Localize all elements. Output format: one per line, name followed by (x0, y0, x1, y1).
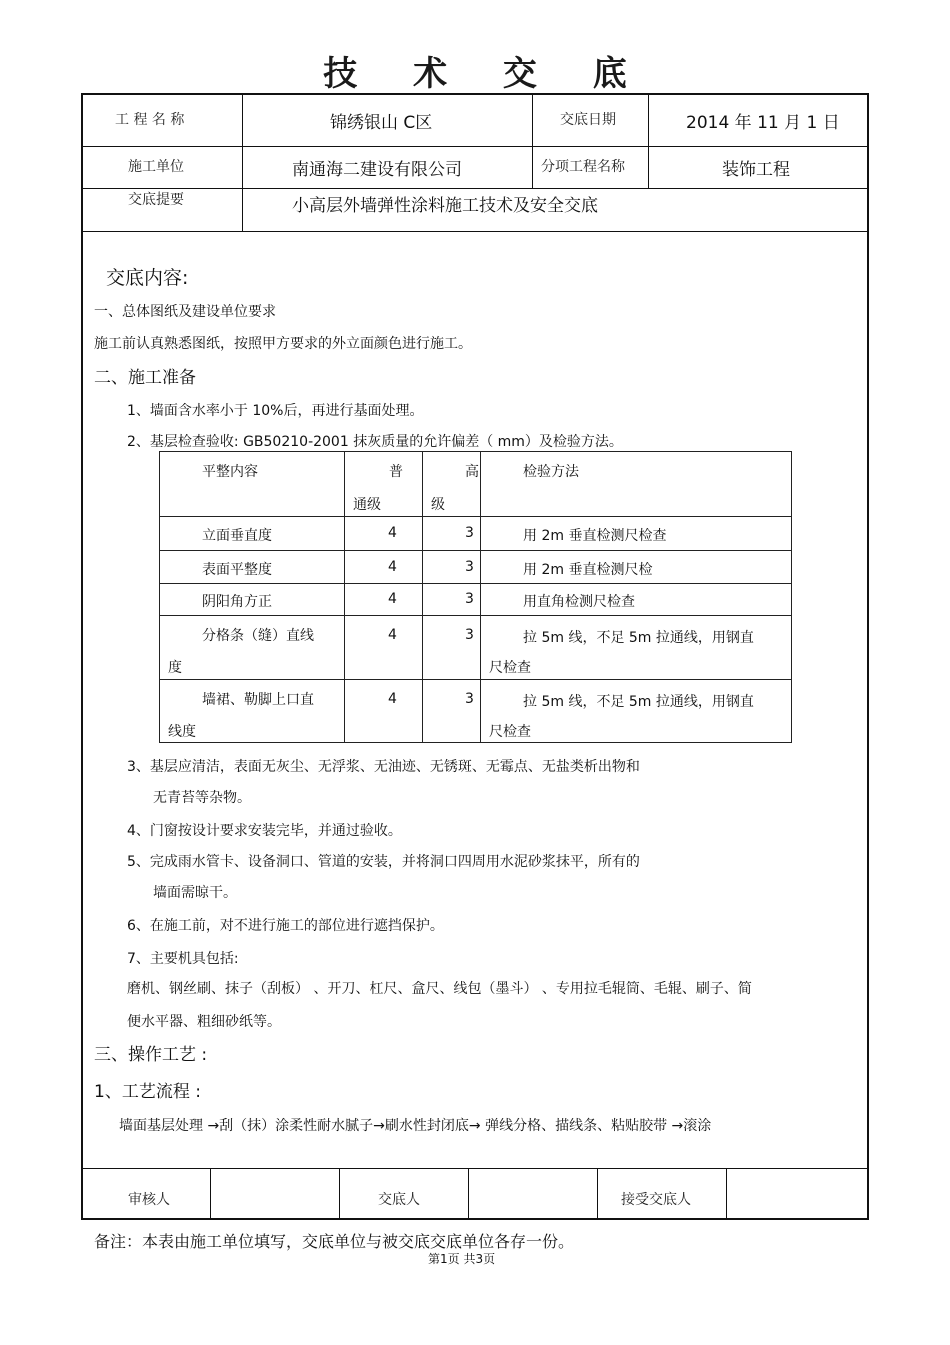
header-row-divider-2 (81, 188, 869, 189)
prep-item-1: 1、墙面含水率小于 10%后，再进行基面处理。 (127, 403, 424, 419)
row-method-continued: 尺检查 (489, 660, 531, 676)
col-high-header-b: 级 (431, 497, 445, 513)
row-normal-value: 4 (388, 591, 397, 607)
row-method: 用直角检测尺检查 (523, 594, 635, 610)
section-1-title: 一、总体图纸及建设单位要求 (94, 304, 276, 320)
prep-item-6: 6、在施工前，对不进行施工的部位进行遮挡保护。 (127, 918, 444, 934)
row-item: 表面平整度 (202, 562, 272, 578)
process-flow: 墙面基层处理 →刮（抹）涂柔性耐水腻子→刷水性封闭底→ 弹线分格、描线条、粘贴胶带 →滚涂 (119, 1118, 712, 1134)
signature-col-divider-2 (339, 1168, 340, 1220)
row-normal-value: 4 (388, 691, 397, 707)
section-1-text: 施工前认真熟悉图纸，按照甲方要求的外立面颜色进行施工。 (94, 336, 472, 352)
row-item-continued: 线度 (168, 724, 196, 740)
header-col-divider-3 (648, 93, 649, 188)
row-method-continued: 尺检查 (489, 724, 531, 740)
prep-item-4: 4、门窗按设计要求安装完毕，并通过验收。 (127, 823, 402, 839)
discloser-label: 交底人 (378, 1192, 420, 1208)
row-method: 用 2m 垂直检测尺检 (523, 562, 653, 578)
row-high-value: 3 (465, 591, 474, 607)
col-high-header-a: 高 (465, 464, 479, 480)
col-content-header: 平整内容 (202, 464, 258, 480)
row-method: 拉 5m 线，不足 5m 拉通线，用钢直 (523, 630, 754, 646)
signature-col-divider-5 (726, 1168, 727, 1220)
prep-item-7: 7、主要机具包括: (127, 951, 239, 967)
section-2-title: 二、施工准备 (94, 368, 196, 388)
subproject-value: 装饰工程 (722, 160, 790, 180)
row-item: 分格条（缝）直线 (202, 628, 314, 644)
prep-item-2: 2、基层检查验收: GB50210-2001 抹灰质量的允许偏差（ mm）及检验方法。 (127, 434, 623, 450)
subproject-label: 分项工程名称 (541, 159, 625, 175)
col-normal-header-b: 通级 (353, 497, 381, 513)
row-method: 拉 5m 线，不足 5m 拉通线，用钢直 (523, 694, 754, 710)
tools-list-continued: 便水平器、粗细砂纸等。 (127, 1014, 281, 1030)
page-indicator: 第1页 共3页 (428, 1252, 496, 1266)
section-3-title: 三、操作工艺 : (94, 1045, 208, 1065)
signature-col-divider-3 (468, 1168, 469, 1220)
signature-row-divider (81, 1168, 869, 1169)
header-row-divider-3 (81, 231, 869, 232)
project-name-value: 锦绣银山 C区 (330, 113, 433, 133)
table-row (160, 551, 792, 584)
prep-item-3: 3、基层应清洁，表面无灰尘、无浮浆、无油迹、无锈斑、无霉点、无盐类析出物和 (127, 759, 640, 775)
header-row-divider-1 (81, 146, 869, 147)
footer-note: 备注：本表由施工单位填写，交底单位与被交底交底单位各存一份。 (94, 1232, 575, 1251)
row-item: 立面垂直度 (202, 528, 272, 544)
row-normal-value: 4 (388, 627, 397, 643)
row-high-value: 3 (465, 525, 474, 541)
col-method-header: 检验方法 (523, 464, 579, 480)
row-high-value: 3 (465, 627, 474, 643)
prep-item-5: 5、完成雨水管卡、设备洞口、管道的安装，并将洞口四周用水泥砂浆抹平，所有的 (127, 854, 640, 870)
date-label: 交底日期 (560, 112, 616, 128)
document-title: 技 术 交 底 (323, 54, 649, 94)
header-col-divider-1 (242, 93, 243, 231)
signature-col-divider-4 (597, 1168, 598, 1220)
content-heading: 交底内容: (106, 267, 189, 289)
summary-label: 交底提要 (128, 192, 184, 208)
row-item: 阴阳角方正 (202, 594, 272, 610)
construction-unit-label: 施工单位 (128, 159, 184, 175)
row-normal-value: 4 (388, 559, 397, 575)
summary-value: 小高层外墙弹性涂料施工技术及安全交底 (292, 196, 598, 216)
row-method: 用 2m 垂直检测尺检查 (523, 528, 667, 544)
table-row (160, 680, 792, 743)
row-high-value: 3 (465, 691, 474, 707)
header-col-divider-2 (532, 93, 533, 188)
table-row (160, 616, 792, 680)
table-header-row (160, 452, 792, 517)
signature-col-divider-1 (210, 1168, 211, 1220)
date-value: 2014 年 11 月 1 日 (686, 113, 840, 133)
col-normal-header-a: 普 (389, 464, 403, 480)
construction-unit-value: 南通海二建设有限公司 (292, 160, 462, 180)
row-normal-value: 4 (388, 525, 397, 541)
project-name-label: 工 程 名 称 (115, 112, 185, 128)
row-item-continued: 度 (168, 660, 182, 676)
tolerance-table (159, 451, 792, 743)
row-item: 墙裙、勒脚上口直 (202, 692, 314, 708)
receiver-label: 接受交底人 (621, 1192, 691, 1208)
row-high-value: 3 (465, 559, 474, 575)
tools-list: 磨机、钢丝刷、抹子（刮板） 、开刀、杠尺、盒尺、线包（墨斗） 、专用拉毛辊筒、毛辊、刷子、简 (127, 981, 752, 997)
process-flow-title: 1、工艺流程 : (94, 1082, 201, 1102)
table-row (160, 517, 792, 551)
prep-item-3-continued: 无青苔等杂物。 (153, 790, 251, 806)
table-row (160, 584, 792, 616)
prep-item-5-continued: 墙面需晾干。 (153, 885, 237, 901)
reviewer-label: 审核人 (128, 1192, 170, 1208)
